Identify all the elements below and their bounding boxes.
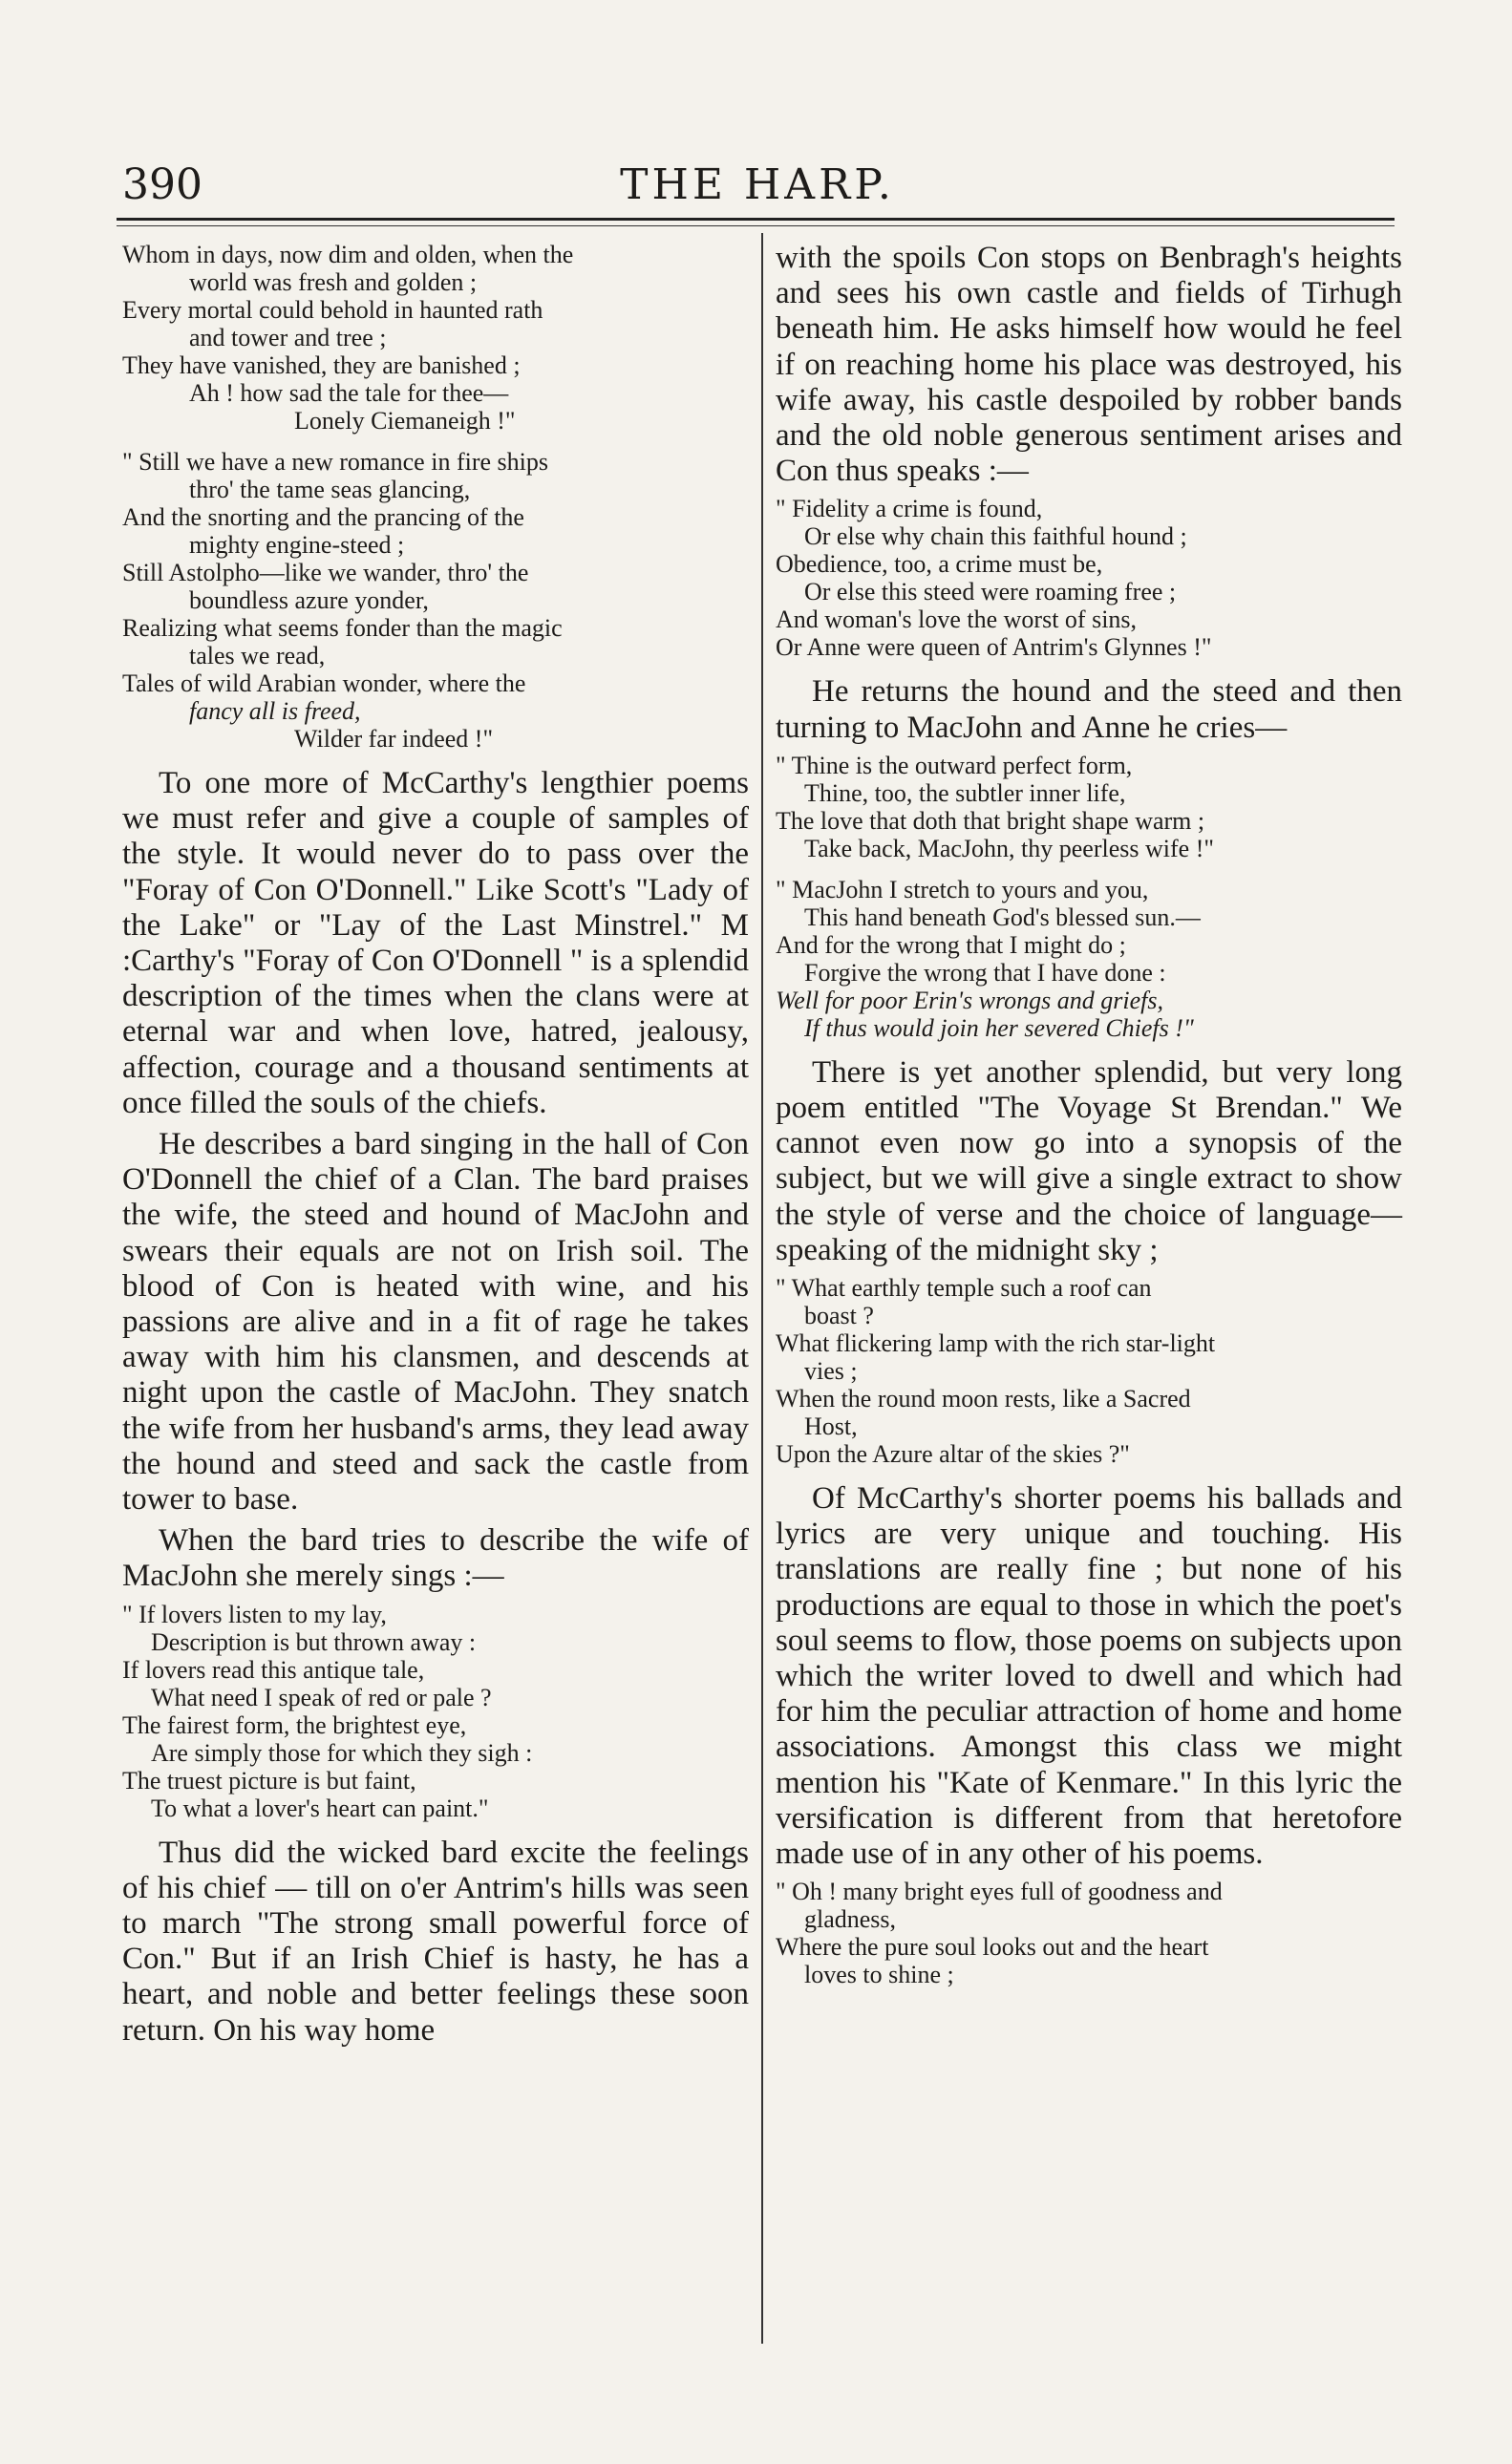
verse-kate-of-kenmare xyxy=(776,1878,1402,1988)
verse-thine-is xyxy=(776,752,1402,862)
verse-line: Lonely Ciemaneigh !" xyxy=(294,407,516,435)
verse-line: Or else why chain this faithful hound ; xyxy=(804,522,1187,551)
paragraph: There is yet another splendid, but very long poem entitled "The Voyage St Brendan." We cannot even now go into a synopsis of the subject, but we will give a single extract to show the style of verse and the choice of language—speaking of the midnight sky ; xyxy=(776,1054,1402,1267)
verse-line: " Fidelity a crime is found, xyxy=(776,495,1043,523)
verse-line: world was fresh and golden ; xyxy=(189,268,478,296)
verse-ciemaneigh-end xyxy=(122,241,749,435)
verse-line: If lovers read this antique tale, xyxy=(122,1655,425,1684)
page-header xyxy=(122,160,1393,218)
verse-line: " MacJohn I stretch to yours and you, xyxy=(776,875,1149,903)
verse-line: tales we read, xyxy=(189,642,326,669)
verse-line: Take back, MacJohn, thy peerless wife !" xyxy=(804,834,1214,862)
verse-line: Where the pure soul looks out and the heart xyxy=(776,1933,1209,1962)
verse-line: This hand beneath God's blessed sun.— xyxy=(804,903,1201,931)
verse-line: boast ? xyxy=(804,1302,874,1330)
verse-line: Whom in days, now dim and olden, when the xyxy=(122,241,574,268)
verse-line: Ah ! how sad the tale for thee— xyxy=(189,379,509,407)
left-column xyxy=(122,241,749,2054)
verse-line: thro' the tame seas glancing, xyxy=(189,476,471,503)
verse-line: What flickering lamp with the rich star-light xyxy=(776,1329,1216,1358)
column-divider xyxy=(761,233,763,2344)
verse-line: If thus would join her severed Chiefs !" xyxy=(804,1013,1194,1042)
verse-line: fancy all is freed, xyxy=(189,697,361,725)
verse-line: " If lovers listen to my lay, xyxy=(122,1600,387,1628)
verse-line: The love that doth that bright shape warm ; xyxy=(776,806,1205,835)
verse-line: boundless azure yonder, xyxy=(189,586,429,614)
verse-line: To what a lover's heart can paint." xyxy=(151,1794,489,1822)
verse-if-lovers xyxy=(122,1601,749,1822)
verse-line: " Still we have a new romance in fire ships xyxy=(122,448,548,476)
verse-line: " Thine is the outward perfect form, xyxy=(776,751,1133,779)
verse-line: They have vanished, they are banished ; xyxy=(122,351,521,379)
verse-line: And the snorting and the prancing of the xyxy=(122,503,524,531)
verse-line: Wilder far indeed !" xyxy=(294,725,494,753)
verse-line: mighty engine-steed ; xyxy=(189,531,405,559)
verse-line: Tales of wild Arabian wonder, where the xyxy=(122,669,526,697)
paragraph: To one more of McCarthy's lengthier poems we must refer and give a couple of samples of the style. It would never do to pass over the "Foray of Con O'Donnell." Like Scott's "Lady of the Lake" or "Lay of the Last Minstrel." M :Carthy's "Foray of Con O'Donnell " is a splendid description of the times when the clans were at eternal war and when love, hatred, jealousy, affection, courage and a thousand sentiments at once filled the souls of the chiefs. xyxy=(122,766,749,1120)
verse-line: " What earthly temple such a roof can xyxy=(776,1274,1152,1303)
verse-macjohn xyxy=(776,876,1402,1042)
verse-line: Obedience, too, a crime must be, xyxy=(776,550,1103,579)
verse-line: And for the wrong that I might do ; xyxy=(776,930,1126,959)
verse-line: Host, xyxy=(804,1413,858,1441)
verse-line: vies ; xyxy=(804,1357,858,1386)
verse-line: and tower and tree ; xyxy=(189,324,387,351)
verse-line: And woman's love the worst of sins, xyxy=(776,605,1138,634)
paragraph: He returns the hound and the steed and then turning to MacJohn and Anne he cries— xyxy=(776,674,1402,745)
paragraph: When the bard tries to describe the wife of MacJohn she merely sings :— xyxy=(122,1523,749,1594)
verse-line: Are simply those for which they sigh : xyxy=(151,1738,533,1767)
verse-line: Well for poor Erin's wrongs and griefs, xyxy=(776,986,1163,1014)
verse-fidelity xyxy=(776,495,1402,661)
verse-line: Every mortal could behold in haunted rath xyxy=(122,296,543,324)
verse-line: Description is but thrown away : xyxy=(151,1627,477,1656)
verse-line: The fairest form, the brightest eye, xyxy=(122,1710,467,1739)
verse-line: Or else this steed were roaming free ; xyxy=(804,578,1177,606)
paragraph: He describes a bard singing in the hall of Con O'Donnell the chief of a Clan. The bard praises the wife, the steed and hound of MacJohn and swears their equals are not on Irish soil. The blood of Con is heated with wine, and his passions are alive and in a fit of rage he takes away with him his clansmen, and descends at night upon the castle of MacJohn. They snatch the wife from her husband's arms, they lead away the hound and steed and sack the castle from tower to base. xyxy=(122,1127,749,1518)
verse-line: Upon the Azure altar of the skies ?" xyxy=(776,1440,1130,1469)
page-number: 390 xyxy=(122,160,202,209)
verse-line: Or Anne were queen of Antrim's Glynnes !" xyxy=(776,633,1212,662)
verse-line: Realizing what seems fonder than the magic xyxy=(122,614,563,642)
verse-line: gladness, xyxy=(804,1905,897,1934)
verse-line: When the round moon rests, like a Sacred xyxy=(776,1385,1191,1413)
verse-line: " Oh ! many bright eyes full of goodness and xyxy=(776,1878,1223,1906)
verse-line: loves to shine ; xyxy=(804,1961,954,1989)
verse-line: The truest picture is but faint, xyxy=(122,1766,416,1795)
verse-earthly-temple xyxy=(776,1274,1402,1468)
running-title: THE HARP. xyxy=(620,160,895,209)
verse-line: What need I speak of red or pale ? xyxy=(151,1683,492,1711)
paragraph: Thus did the wicked bard excite the feelings of his chief — till on o'er Antrim's hills was seen to march "The strong small powerful force of Con." But if an Irish Chief is hasty, he has a heart, and noble and better feelings these soon return. On his way home xyxy=(122,1835,749,2048)
header-rule xyxy=(117,218,1395,221)
verse-line: Forgive the wrong that I have done : xyxy=(804,958,1166,987)
verse-new-romance xyxy=(122,448,749,753)
paragraph: Of McCarthy's shorter poems his ballads and lyrics are very unique and touching. His translations are really fine ; but none of his productions are equal to those in which the poet's soul seems to flow, those poems on subjects upon which the writer loved to dwell and which had for him the peculiar attraction of home and home associations. Amongst this class we might mention his "Kate of Kenmare." In this lyric the versification is different from that heretofore made use of in any other of his poems. xyxy=(776,1481,1402,1872)
verse-line: Thine, too, the subtler inner life, xyxy=(804,778,1126,807)
right-column xyxy=(776,241,1402,2002)
verse-line: Still Astolpho—like we wander, thro' the xyxy=(122,559,529,586)
paragraph: with the spoils Con stops on Benbragh's heights and sees his own castle and fields of Tirhugh beneath him. He asks himself how would he feel if on reaching home his place was destroyed, his wife away, his castle despoiled by robber bands and the old noble generous sentiment arises and Con thus speaks :— xyxy=(776,241,1402,489)
header-rule-thin xyxy=(117,225,1395,226)
